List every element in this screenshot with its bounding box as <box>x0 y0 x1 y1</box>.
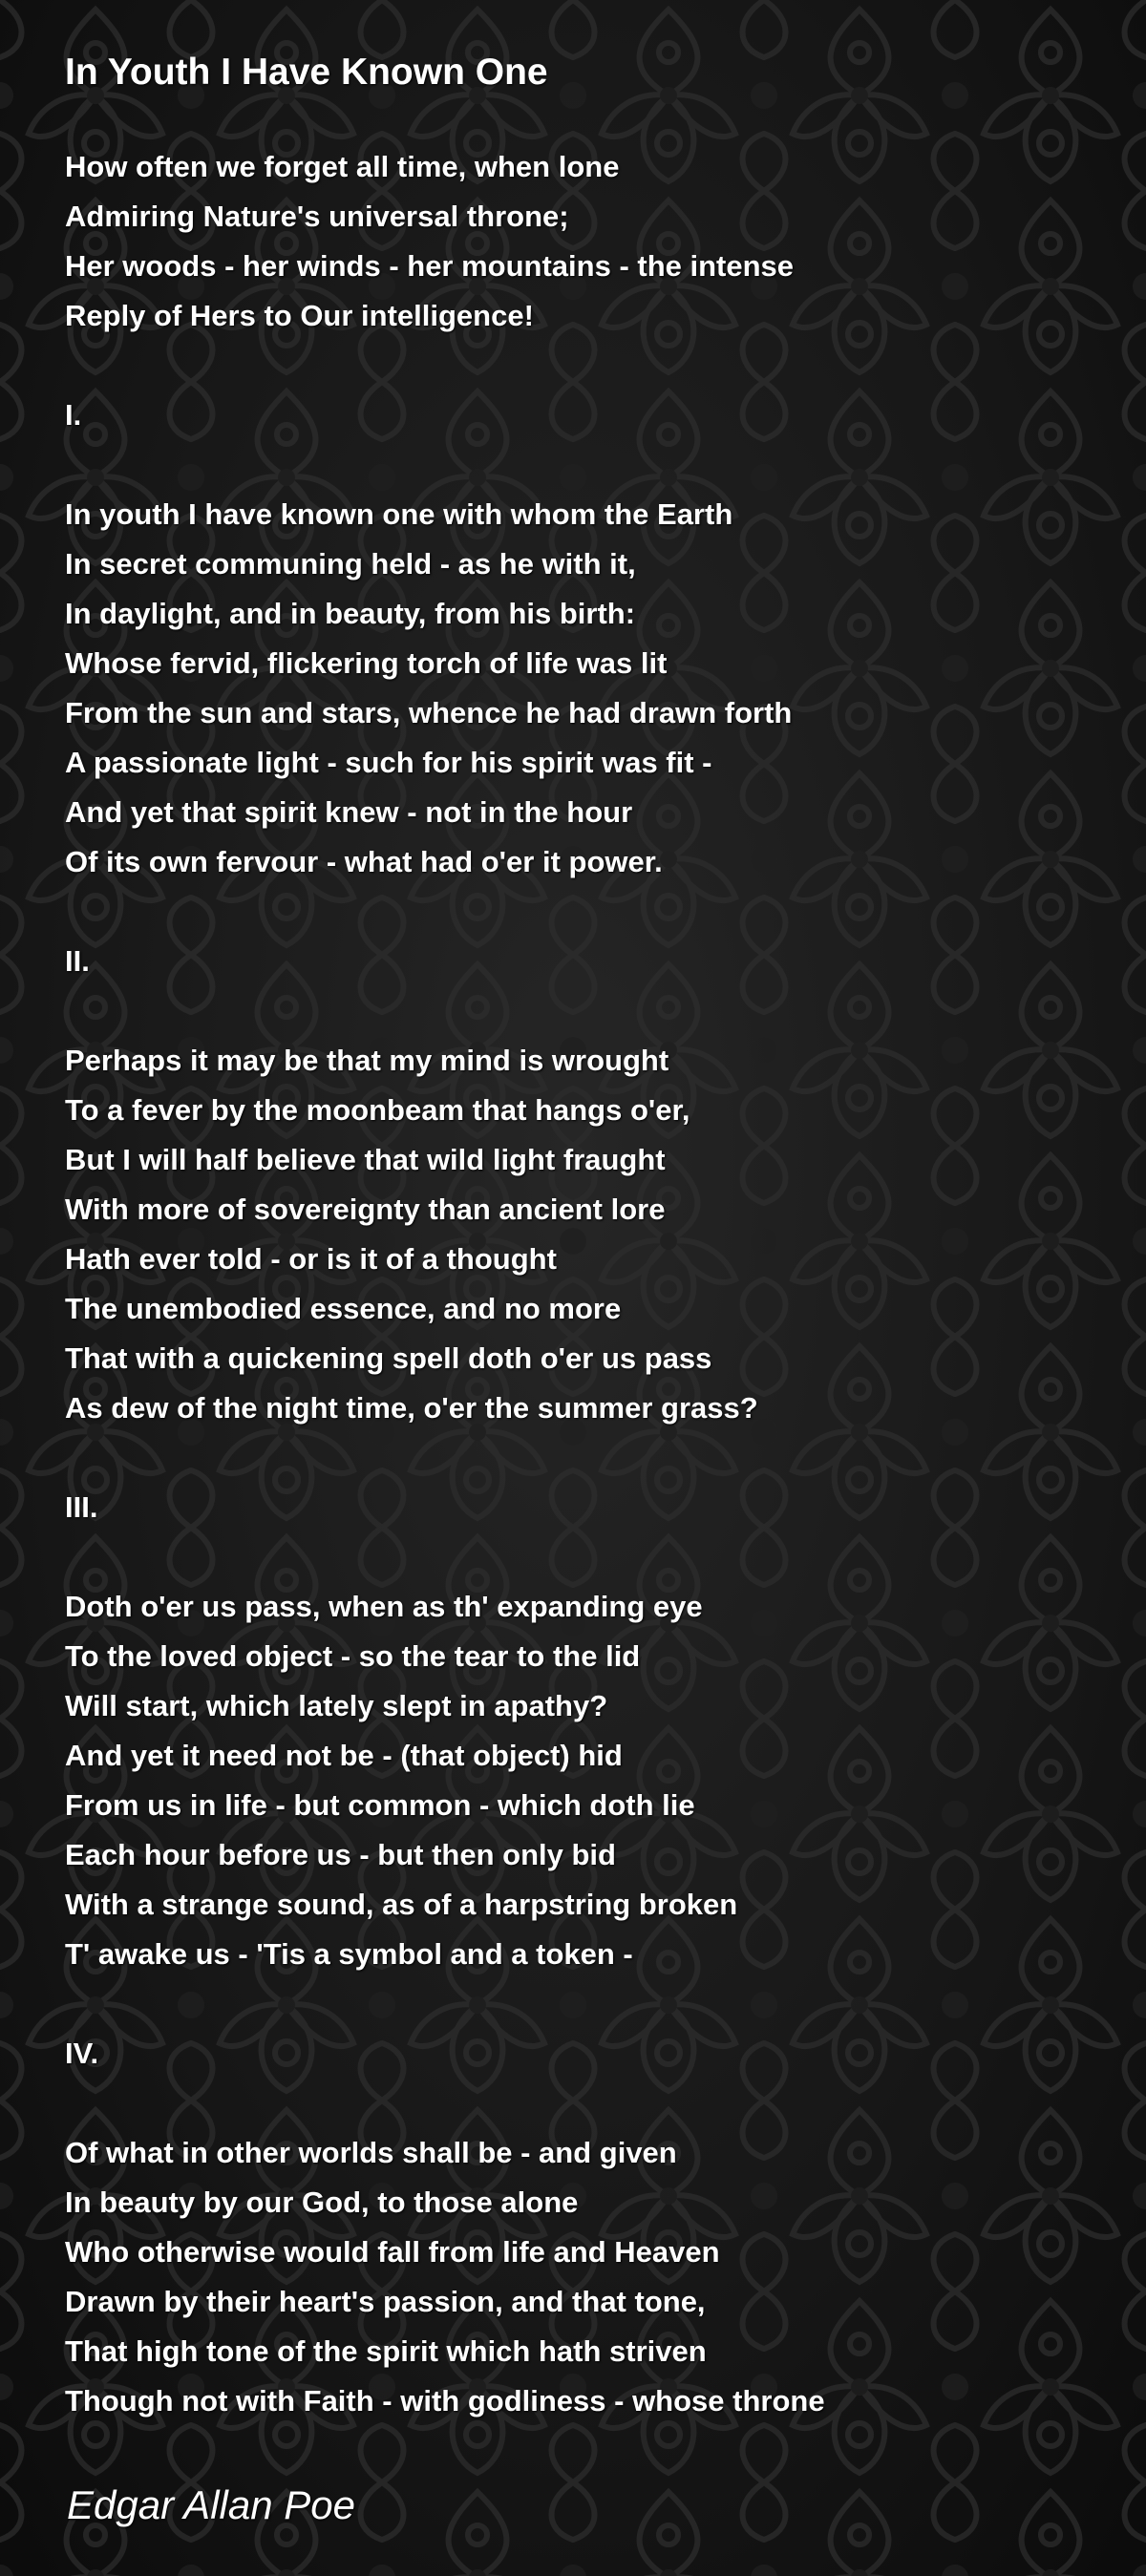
poem-line: Her woods - her winds - her mountains - the intense <box>65 249 795 283</box>
poem-line: To the loved object - so the tear to the lid <box>65 1639 641 1673</box>
poem-line: From the sun and stars, whence he had drawn forth <box>65 696 793 729</box>
poem-line: With more of sovereignty than ancient lore <box>65 1193 666 1226</box>
poem-author: Edgar Allan Poe <box>67 2482 355 2527</box>
poem-line: Perhaps it may be that my mind is wrought <box>65 1044 669 1077</box>
poem-line: Will start, which lately slept in apathy? <box>65 1689 608 1722</box>
poem-line: Of what in other worlds shall be - and given <box>65 2136 677 2169</box>
poem-line: Of its own fervour - what had o'er it power. <box>65 845 663 878</box>
poem-line: III. <box>65 1490 98 1524</box>
poem-line: Doth o'er us pass, when as th' expanding eye <box>65 1590 703 1623</box>
poem-line: In beauty by our God, to those alone <box>65 2185 579 2219</box>
poem-line: Admiring Nature's universal throne; <box>65 200 569 233</box>
poem-line <box>65 341 1115 391</box>
poem-line: Drawn by their heart's passion, and that tone, <box>65 2285 706 2318</box>
poem-line: In youth I have known one with whom the Earth <box>65 497 733 531</box>
poem-line: A passionate light - such for his spirit was fit - <box>65 746 712 779</box>
poem-line: With a strange sound, as of a harpstring broken <box>65 1888 738 1921</box>
poem-line <box>65 1532 1115 1582</box>
poem-line: Each hour before us - but then only bid <box>65 1838 616 1871</box>
poem-line: I. <box>65 398 82 432</box>
poem-line: But I will half believe that wild light fraught <box>65 1143 666 1176</box>
poem-line: Reply of Hers to Our intelligence! <box>65 299 534 332</box>
poem-line: In secret communing held - as he with it, <box>65 547 636 581</box>
poem-line: Who otherwise would fall from life and Heaven <box>65 2235 720 2269</box>
poem-line: And yet it need not be - (that object) hid <box>65 1739 623 1772</box>
poem-line: In daylight, and in beauty, from his birth: <box>65 597 636 630</box>
poem-line: To a fever by the moonbeam that hangs o'er, <box>65 1093 690 1127</box>
poem-line: IV. <box>65 2037 99 2070</box>
poem-line: II. <box>65 944 90 978</box>
poem-line <box>65 986 1115 1036</box>
poem-line: That with a quickening spell doth o'er us pass <box>65 1341 712 1375</box>
poem-line: As dew of the night time, o'er the summer grass? <box>65 1391 758 1425</box>
poem-line: Whose fervid, flickering torch of life was lit <box>65 646 668 680</box>
poem-line: How often we forget all time, when lone <box>65 150 620 183</box>
poem-title: In Youth I Have Known One <box>65 52 548 93</box>
poem-line: And yet that spirit knew - not in the hour <box>65 795 633 829</box>
poem-line <box>65 887 1115 937</box>
poem-line: That high tone of the spirit which hath striven <box>65 2334 707 2368</box>
poem-body <box>65 142 1115 2426</box>
poem-line: Hath ever told - or is it of a thought <box>65 1242 557 1276</box>
poem-line: From us in life - but common - which doth lie <box>65 1788 695 1822</box>
poem-line <box>65 2079 1115 2128</box>
poem-line: T' awake us - 'Tis a symbol and a token - <box>65 1937 633 1971</box>
poem-line: The unembodied essence, and no more <box>65 1292 622 1325</box>
poem-line <box>65 440 1115 490</box>
poem-line <box>65 1433 1115 1483</box>
poem-line: Though not with Faith - with godliness - whose throne <box>65 2384 825 2418</box>
poem-line <box>65 1979 1115 2029</box>
